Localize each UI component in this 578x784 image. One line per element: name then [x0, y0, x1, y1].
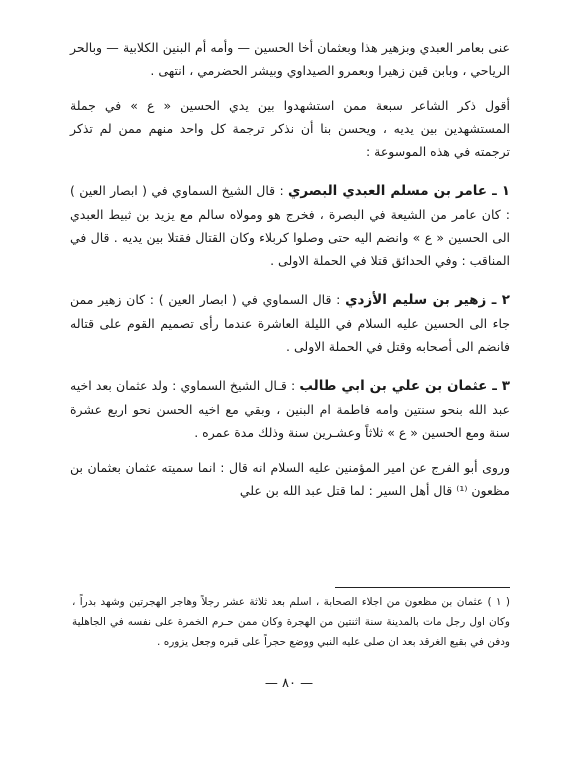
section-zuhair-heading: ٢ ـ زهير بن سليم الأزدي	[345, 292, 510, 308]
section-amir-heading: ١ ـ عامر بن مسلم العبدي البصري	[288, 183, 510, 199]
section-uthman-text: : قـال الشيخ السماوي : ولد عثمان بعد اخيه عبد الله بنحو سنتين وامه فاطمة ام البنين ، وبقي مع اخيه الحسن نحو اربع عشرة سنة ومع الحسين « ع » ثلاثاً وعشـرين سنة وذلك مدة عمره .	[70, 378, 510, 440]
author-note-paragraph: أقول ذكر الشاعر سبعة ممن استشهدوا بين يدي الحسين « ع » في جملة المستشهدين بين يديه ، ويحسن بنا أن نذكر ترجمة كل واحد منهم ممن لم تذكر ترجمته في هذه الموسوعة :	[70, 98, 510, 159]
section-zuhair-text: : قال السماوي في ( ابصار العين ) : كان زهير ممن جاء الى الحسين عليه السلام في الليلة العاشرة عندما رأى تصميم القوم على قتاله فانضم الى أصحابه وقتل في الحملة الاولى .	[70, 292, 510, 354]
section-zuhair	[70, 288, 510, 358]
footnote: ( ١ ) عثمان بن مظعون من اجلاء الصحابة ، اسلم بعد ثلاثة عشر رجلاً وهاجر الهجرتين وشهد بدراً ، وكان اول رجل مات بالمدينة سنة اثنتين من الهجرة وكان ممن حـرم الخمرة على نفسه في الجاهلية ودفن في بقيع الغرقد بعد ان صلى عليه النبي ووضع حجراً على قبره وجعل يزوره .	[72, 596, 510, 648]
page-number: — ٨٠ —	[264, 676, 314, 691]
page-body	[70, 36, 510, 502]
intro-paragraph: عنى بعامر العبدي وبزهير هذا وبعثمان أخا الحسين — وأمه أم البنين الكلابية — وبالحر الرياحي ، وبابن قين زهيرا وبعمرو الصيداوي وبيشر الحضرمي ، انتهى .	[70, 40, 510, 78]
closing-paragraph: وروى أبو الفرج عن امير المؤمنين عليه السلام انه قال : انما سميته عثمان بعثمان بن مظعون ⁽¹⁾ قال أهل السير : لما قتل عبد الله بن علي	[70, 460, 510, 498]
section-uthman	[70, 374, 510, 444]
section-amir	[70, 179, 510, 272]
section-amir-text: : قال الشيخ السماوي في ( ابصار العين ) : كان عامر من الشيعة في البصرة ، فخرج هو ومولاه سالم مع يزيد بن ثبيط العبدي الى الحسين « ع » وانضم اليه حتى وصلوا كربلاء وكان القتال فقتلا بين يديه . قال في المناقب : وفي الحدائق قتلا في الحملة الاولى .	[70, 183, 510, 268]
footnote-divider	[335, 587, 510, 588]
section-uthman-heading: ٣ ـ عثمان بن علي بن ابي طالب	[299, 378, 511, 394]
